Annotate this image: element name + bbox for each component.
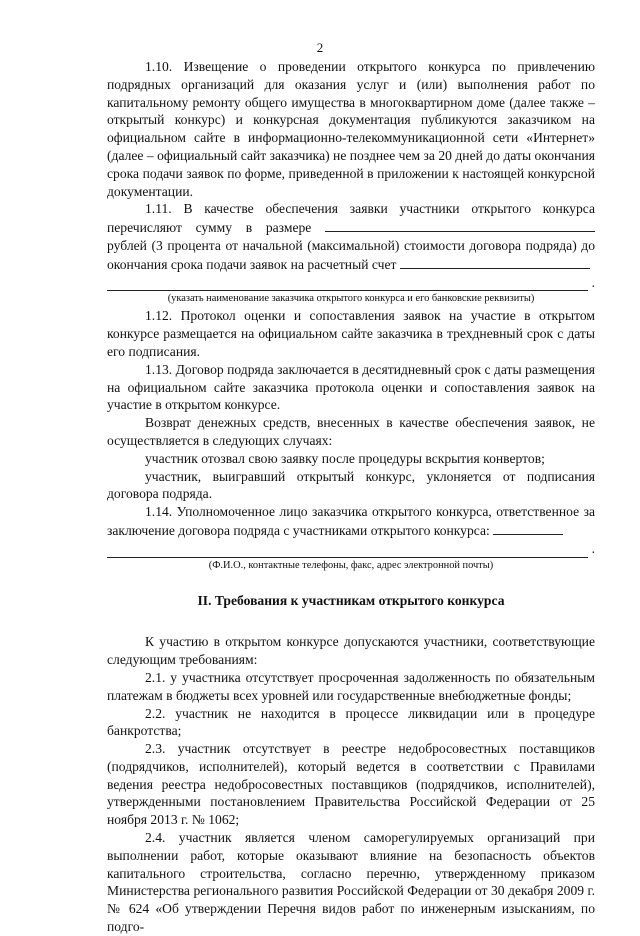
paragraph-2-4: 2.4. участник является членом саморегулируемых организаций при выполнении работ, которые оказывают влияние на безопасность объектов капитального строительства, согласно перечню, утвержденному приказом Министерства регионального развития Российской Федерации от 30 декабря 2009 г. № 624 «Об утверждении Перечня видов работ по инженерным изысканиям, по подго- [107,830,595,935]
amount-blank[interactable] [325,218,595,232]
paragraph-case-2: участник, выигравший открытый конкурс, уклоняется от подписания договора подряда. [107,468,595,502]
paragraph-2-1: 2.1. у участника отсутствует просроченная задолженность по обязательным платежам в бюджеты всех уровней или государственные внебюджетные фонды; [107,669,595,703]
account-blank[interactable] [400,255,590,269]
paragraph-1-11 [107,200,595,273]
paragraph-intro: К участию в открытом конкурсе допускаются участники, соответствующие следующим требованиям: [107,634,595,668]
customer-requisites-line: . [107,274,595,292]
paragraph-1-10: 1.10. Извещение о проведении открытого конкурса по привлечению подрядных организаций для оказания услуг и (или) выполнения работ по капитальному ремонту общего имущества в многоквартирном доме (далее также – открытый конкурс) и конкурсная документация публикуются заказчиком на официальном сайте в информационно-телекоммуникационной сети «Интернет» (далее – официальный сайт заказчика) не позднее чем за 20 дней до даты окончания срока подачи заявок по форме, приведенной в приложении к настоящей конкурсной документации. [107,59,595,199]
paragraph-1-11-text-b: (3 процента от начальной (максимальной) стоимости договора подряда) до окончания срока подачи заявок на расчетный счет [107,237,596,272]
paragraph-case-1: участник отозвал свою заявку после процедуры вскрытия конвертов; [145,450,545,466]
paragraph-1-12: 1.12. Протокол оценки и сопоставления заявок на участие в открытом конкурсе размещается на официальном сайте заказчика в трехдневный срок с даты его подписания. [107,308,595,359]
paragraph-2-3: 2.3. участник отсутствует в реестре недобросовестных поставщиков (подрядчиков, исполнителей), который ведется в соответствии с Правилами ведения реестра недобросовестных поставщиков (подрядчиков, исполнителей), утвержденными постановлением Правительства Российской Федерации от 25 ноября 2013 г. № 1062; [107,741,595,828]
caption-contacts: (Ф.И.О., контактные телефоны, факс, адрес электронной почты) [208,559,494,571]
responsible-person-blank[interactable] [493,521,563,535]
paragraph-2-2: 2.2. участник не находится в процессе ликвидации или в процедуре банкротства; [107,705,595,739]
paragraph-1-13: 1.13. Договор подряда заключается в десятидневный срок с даты размещения на официальном сайте заказчика протокола оценки и сопоставления заявок на участие в открытом конкурсе. [107,361,595,413]
section-heading-2: II. Требования к участникам открытого конкурса [197,592,505,608]
paragraph-return: Возврат денежных средств, внесенных в качестве обеспечения заявок, не осуществляется в следующих случаях: [107,415,595,448]
paragraph-1-14 [107,503,595,540]
page-number: 2 [316,40,324,55]
document-body [107,58,595,936]
rubles-label: рублей [107,237,147,253]
customer-requisites-blank[interactable] [107,277,588,291]
responsible-contacts-blank[interactable] [107,544,588,558]
paragraph-1-14-text: 1.14. Уполномоченное лицо заказчика открытого конкурса, ответственное за заключение договора подряда с участниками открытого конкурса: [107,504,595,538]
responsible-person-line: . [107,540,595,558]
paragraph-1-11-text-a: 1.11. В качестве обеспечения заявки участники открытого конкурса перечисляют сумму в размере [107,201,595,236]
caption-customer-requisites: (указать наименование заказчика открытого конкурса и его банковские реквизиты) [167,293,535,305]
